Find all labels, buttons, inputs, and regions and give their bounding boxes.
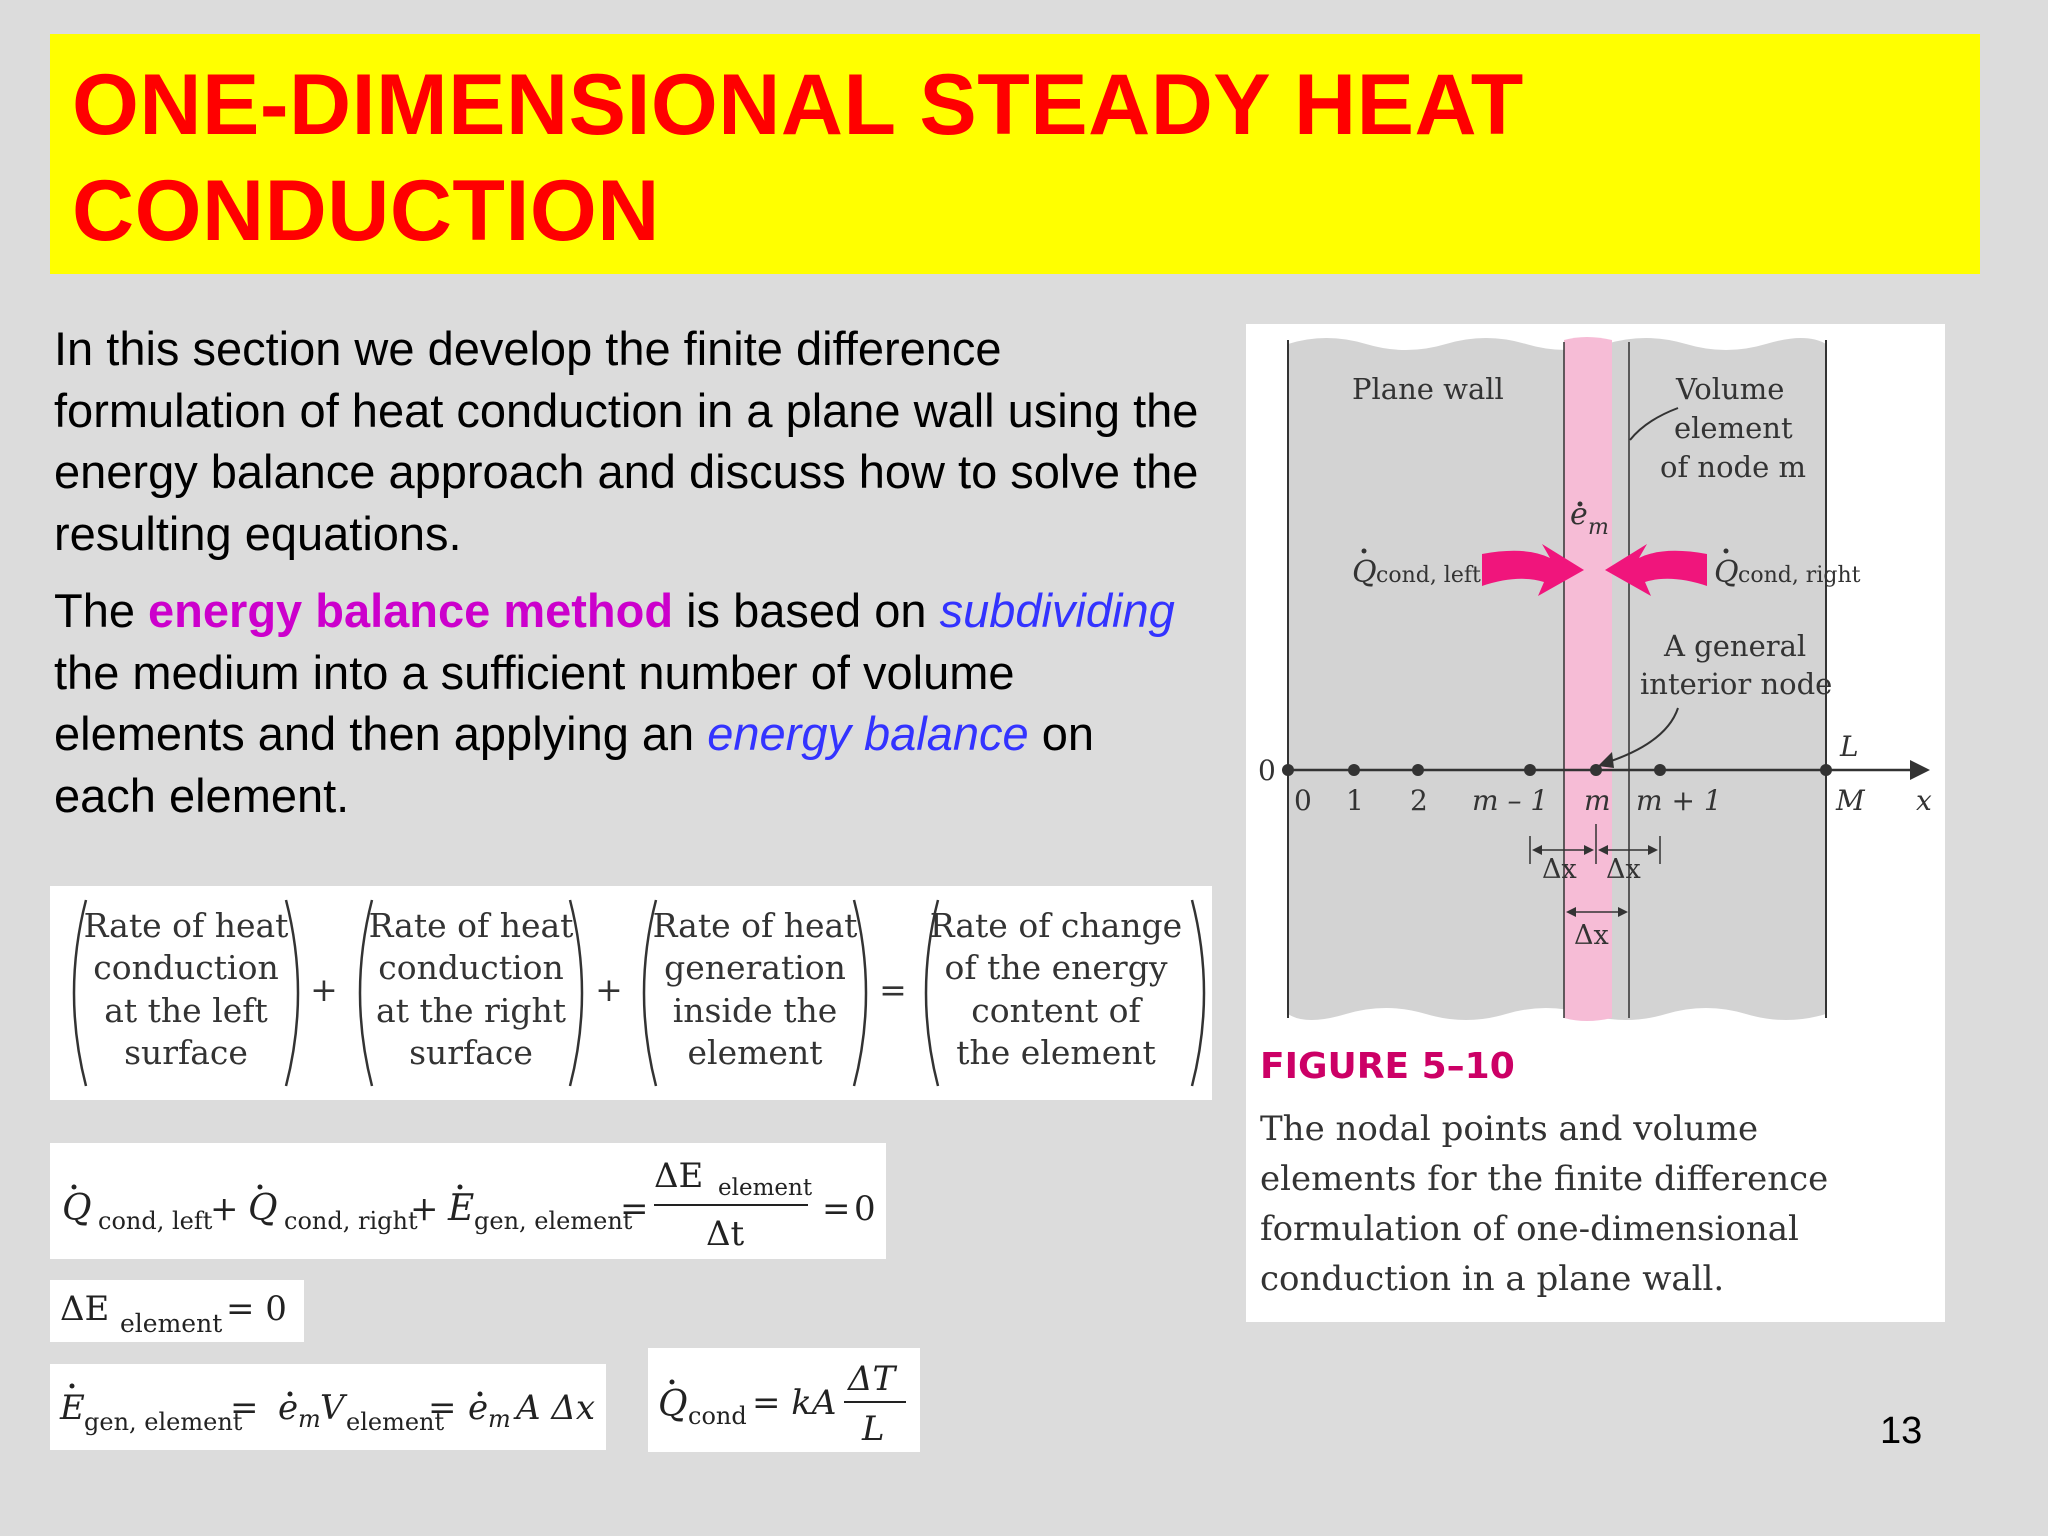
eq2-equals-1: = [620, 1189, 649, 1229]
term4-line1: Rate of change [929, 906, 1183, 945]
eq2-zero: 0 [854, 1189, 876, 1229]
subdividing-italic: subdividing [939, 584, 1175, 637]
p2-text-4: on each element. [54, 707, 1094, 822]
title-line-2: CONDUCTION [72, 163, 660, 259]
node-M [1820, 764, 1832, 776]
em-label-sub: m [1588, 515, 1609, 540]
node-label-0: 0 [1294, 784, 1312, 817]
node-label-m-plus-1: m + 1 [1636, 784, 1722, 817]
title-line-1: ONE-DIMENSIONAL STEADY HEAT [72, 57, 1524, 153]
q-left-symbol: Q [1352, 555, 1377, 590]
axis-zero-label: 0 [1258, 754, 1276, 787]
term3-line1: Rate of heat [652, 906, 858, 945]
volume-element [1564, 337, 1612, 1021]
term1-line1: Rate of heat [83, 906, 289, 945]
dx-label-3: Δx [1574, 920, 1609, 951]
q-symbol-right: Q [248, 1188, 278, 1229]
plus-operator-2: + [595, 970, 623, 1009]
fraction-numerator: ΔE [654, 1156, 704, 1196]
l-denominator: L [862, 1409, 885, 1449]
eq5-rhs: = kA [752, 1383, 837, 1423]
intro-paragraph-1: In this section we develop the finite difference formulation of heat conduction in a plane wall using the energy balance approach and discuss how to solve the resulting equations. [54, 322, 1199, 560]
node-m [1590, 764, 1602, 776]
plane-wall-label: Plane wall [1352, 372, 1504, 406]
page-number: 13 [1880, 1410, 1923, 1452]
generation-equation [50, 1364, 606, 1450]
interior-label-1: A general [1664, 629, 1807, 663]
dx-label-1: Δx [1542, 854, 1577, 885]
node-m-plus-1 [1654, 764, 1666, 776]
eq4-equals-1: = [230, 1388, 259, 1428]
q-right-symbol: Q [1714, 555, 1739, 590]
term4-line3: content of [971, 991, 1141, 1030]
delta-e-sub: element [120, 1309, 223, 1338]
node-label-2: 2 [1410, 784, 1428, 817]
e-gen-sub: gen, element [84, 1408, 243, 1436]
node-1 [1348, 764, 1360, 776]
term3-line3: inside the [672, 991, 838, 1030]
delta-e-symbol: ΔE [60, 1289, 110, 1329]
eq2-plus-2: + [410, 1189, 439, 1229]
e-symbol: E [448, 1188, 475, 1229]
q-symbol-left: Q [62, 1188, 92, 1229]
body-text [54, 318, 1204, 842]
term4-line4: the element [956, 1033, 1156, 1072]
axis-M-label: M [1836, 784, 1865, 817]
delta-e-rhs: = 0 [226, 1289, 287, 1329]
energy-balance-method-highlight: energy balance method [148, 584, 674, 637]
word-equation [50, 886, 1212, 1100]
volume-label-3: of node m [1660, 450, 1806, 484]
em-symbol-2: e [468, 1388, 489, 1428]
dx-label-2: Δx [1606, 854, 1641, 885]
title-banner [50, 34, 1980, 274]
figure-caption-line-1: The nodal points and volume [1260, 1109, 1759, 1149]
eq2-equals-2: = [822, 1189, 851, 1229]
q-left-sub: cond, left [1376, 563, 1481, 588]
a-delta-x: A Δx [516, 1388, 596, 1428]
em-symbol-1: e [278, 1388, 299, 1428]
node-label-m: m [1584, 784, 1611, 817]
term1-line4: surface [124, 1033, 248, 1072]
node-2 [1412, 764, 1424, 776]
equals-operator: = [879, 970, 907, 1009]
q-cond-sub: cond [688, 1402, 747, 1430]
axis-L-label: L [1840, 730, 1859, 763]
intro-paragraph-2 [54, 580, 1204, 826]
delta-t-numerator: ΔT [848, 1359, 896, 1399]
term3-line4: element [687, 1033, 823, 1072]
term1-line3: at the left [104, 991, 268, 1030]
figure-caption-line-4: conduction in a plane wall. [1260, 1259, 1725, 1299]
v-sub: element [346, 1408, 445, 1436]
delta-e-equation [50, 1280, 304, 1342]
energy-balance-italic: energy balance [707, 707, 1029, 760]
m-sub-2: m [488, 1405, 511, 1433]
sub-cond-right: cond, right [284, 1207, 418, 1235]
figure-5-10 [1246, 324, 1945, 1322]
conduction-equation [648, 1348, 920, 1452]
term2-line4: surface [409, 1033, 533, 1072]
eq2-plus-1: + [210, 1189, 239, 1229]
sub-cond-left: cond, left [98, 1207, 213, 1235]
term2-line2: conduction [378, 948, 564, 987]
term4-line2: of the energy [944, 948, 1168, 987]
e-gen-symbol: E [60, 1388, 85, 1428]
figure-caption-title: FIGURE 5–10 [1260, 1046, 1515, 1087]
node-m-minus-1 [1524, 764, 1536, 776]
interior-label-2: interior node [1640, 667, 1833, 701]
volume-label-2: element [1674, 411, 1793, 445]
node-0 [1282, 764, 1294, 776]
slide-title [72, 52, 1958, 264]
term2-line3: at the right [376, 991, 566, 1030]
node-label-1: 1 [1346, 784, 1364, 817]
q-cond-symbol: Q [658, 1384, 688, 1425]
p2-text-2: is based on [673, 584, 940, 637]
node-label-m-minus-1: m – 1 [1472, 784, 1549, 817]
eq4-equals-2: = [428, 1388, 457, 1428]
v-symbol: V [320, 1388, 345, 1428]
plus-operator-1: + [310, 970, 338, 1009]
m-sub-1: m [298, 1405, 321, 1433]
q-right-sub: cond, right [1738, 563, 1861, 588]
volume-label-1: Volume [1676, 372, 1785, 406]
axis-x-label: x [1916, 784, 1932, 817]
fraction-denominator: Δt [706, 1214, 745, 1254]
p2-text-1: The [54, 584, 149, 637]
figure-caption-line-3: formulation of one-dimensional [1260, 1209, 1799, 1249]
term1-line2: conduction [93, 948, 279, 987]
em-label: e [1570, 497, 1588, 532]
sub-gen-element: gen, element [474, 1207, 633, 1235]
energy-balance-equation [50, 1143, 886, 1259]
figure-caption-line-2: elements for the finite difference [1260, 1159, 1829, 1199]
term2-line1: Rate of heat [368, 906, 574, 945]
term3-line2: generation [664, 948, 846, 987]
p2-text-3: the medium into a sufficient number of volume elements and then applying an [54, 645, 1015, 760]
fraction-numerator-sub: element [718, 1175, 813, 1201]
